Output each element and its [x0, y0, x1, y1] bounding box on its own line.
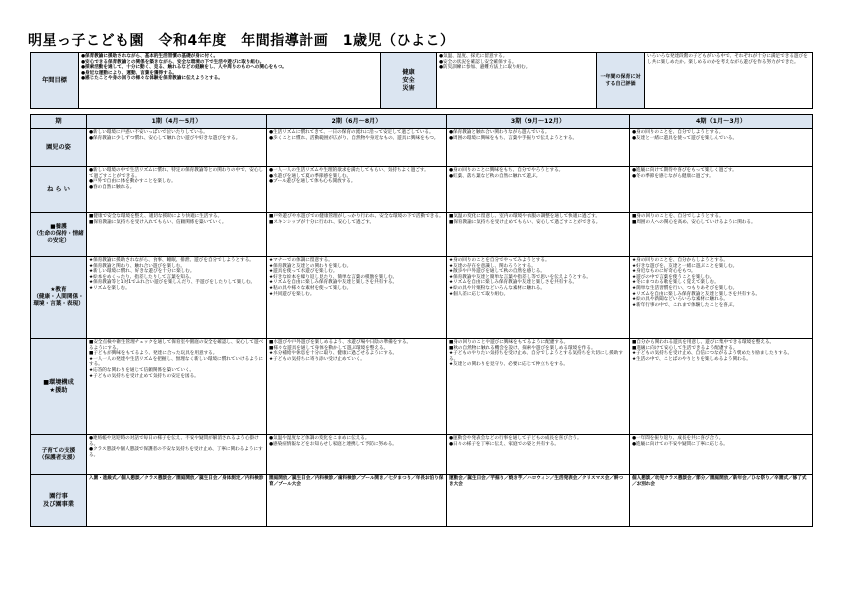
quarterly-plan-table	[30, 114, 813, 527]
evaluation-label: 一年間の保育に対する自己評価	[597, 53, 645, 109]
health-label: 健康 安全 災害	[381, 53, 437, 109]
row-label: 子育ての支援 （保護者支援）	[31, 435, 87, 475]
q3-header: 3期（9月〜12月）	[447, 115, 630, 129]
cell-q4: ★身の回りのことを、自分からしようとする。 ★好きな遊びを、友達と一緒に遊ぶことを楽しむ。 ★身近なものに好奇心をもつ。 ★遊びの中で言葉を使うことを楽しむ。 ★冬にまつわる歌を楽しく覚えて楽しむ。 ★簡単な生活習慣を行い、つもりあそびを楽しむ。 ★リズムを自由に楽しみ保育教諭と友達と楽しさを共有する。 ★絵の具や新聞などいろいろな素材に触れる。 ★新年行事の中で、これまで体験したことを喜ぶ。	[630, 257, 813, 339]
q2-header: 2期（6月〜8月）	[267, 115, 447, 129]
health-item: ●気温、湿度、採光に留意する。	[439, 54, 508, 59]
cell-q3: ★身の回りのことを自分でやってみようとする。 ★友達の存在を意識し、関わろうとする。 ★散歩や戸外遊びを通して秋の自然を感じる。 ★保育教諭や友達と簡単な言葉や指差し等で思いを伝えようとする。 ★リズムを自由に楽しみ保育教諭や友達と楽しさを共有する。 ★絵の具や片栗粉などいろんな素材に触れる。 ★個人差に応じて取り組む。	[447, 257, 630, 339]
cell-q4: ●身の回りのことを、自分でしようとする。 ●友達と一緒に遊具を使って遊びを楽しんでいる。	[630, 129, 813, 167]
cell-q2: ■水遊びや戸外遊びを楽しめるよう、水遊び場や日陰の準備をする。 ■様々な遊具を通して身体を動かして遊ぶ環境を整える。 ★水分補給や休息を十分に取り、健康に過ごせるようにする。 ★子どもの気持ちに寄り添い受け止めていく。	[267, 339, 447, 435]
cell-q2: ★マナーでの体調に留意する。 ★保育教諭と友達との関わりを楽しむ。 ★遊具を使って水遊びを楽しむ。 ★好きな絵本を繰り返し見たり、簡単な言葉の模倣を楽しむ。 ★リズムを自由に楽しみ保育教諭や友達と楽しさを共有する。 ★粘の具や様々な素材を使って楽しむ。 ★共同遊びを楽しむ。	[267, 257, 447, 339]
cell-q1: ●新しい環境の中で生活リズムに慣れ、特定の保育教諭等との関わりの中で、安心して過ごすことができる。 ●戸外で自由に体を動かすことを楽しむ。 ●春の自然に触れる。	[87, 167, 267, 213]
evaluation-text: いろいろな発達段階の子どもがいる中で、それぞれが十分に満足できる遊びをし共に楽しめたか。楽しめるのかを考えながら遊びを作る努力ができた。	[645, 53, 813, 109]
q4-header: 4期（1月〜3月）	[630, 115, 813, 129]
cell-q1: ■安全点検や衛生管理チェックを通して保育室や園庭の安全を確認し、安心して遊べるようにする。 ■子どもが興味をもてるよう、発達に合った玩具を用意する。 ★一人一人の発達や生活リズムを把握し、無理なく新しい環境に慣れていけるようにする。 ★応答的な関わりを通じて信頼関係を築いていく。 ★子どもの気持ちを受け止めて気持ちの安定を図る。	[87, 339, 267, 435]
health-item: ●防災訓練に参加、避難方法上に取り組む。	[439, 65, 531, 71]
row-label: 園行事 及び園事業	[31, 475, 87, 527]
cell-q1: ●新しい環境に戸惑い不安いっぱいで泣いたりしている。 ●保育教諭に少しずつ慣れ、安心して触れ合い遊びや好きな遊びをする。	[87, 129, 267, 167]
table-row	[31, 435, 813, 475]
goal-item: ●保育教諭に援助されながら、基本的生活習慣の基礎が身に付く。	[81, 54, 219, 59]
cell-q4: ■身の回りのことを、自分でしようとする。 ■周囲の人への関心を高め、安心していけるように関わる。	[630, 213, 813, 257]
health-list	[437, 53, 597, 109]
period-header: 期	[31, 115, 87, 129]
row-label: ね ら い	[31, 167, 87, 213]
page-title: 明星っ子こども園 令和4年度 年間指導計画 1歳児（ひよこ）	[28, 33, 455, 49]
goal-item: ●探索活動を通して、十分に動く、見る、触れるなどの経験をし、人や周りのものへの関心をもつ。	[81, 65, 287, 71]
cell-q4: ■自分から関われる遊具を用意し、遊びに集中できる環境を整える。 ■進級に向けて安心して生活できるよう配慮する。 ★子どもの気持ちを受け止め、自信につながるよう褒めたり励ましたりする。 ★生活の中で、ことばのやりとりを楽しめるよう関わる。	[630, 339, 813, 435]
cell-q3: 運動会／誕生日会／芋掘り／焼き芋／ハロウィン／生活発表会／クリスマス会／餅つき大会	[447, 475, 630, 527]
table-row	[31, 129, 813, 167]
cell-q1: 入園・進級式／個人懇談／クラス懇談会／園庭開放／誕生日会／身体測定／内科検診	[87, 475, 267, 527]
cell-q4: ●一年間を振り返り、成長を共に喜び合う。 ●進級に向けての不安や疑問に丁寧に応じる。	[630, 435, 813, 475]
table-row	[31, 339, 813, 435]
cell-q2: ■戸外遊びや水遊びでの健康管理がしっかり行われ、安全な環境の下で活動できる。 ■スキンシップが十分に行われ、安心して過ごす。	[267, 213, 447, 257]
cell-q3: ●運動会や発表会などの行事を通して子どもの成長を喜び合う。 ●日々の様子を丁寧に伝え、家庭での姿と共有する。	[447, 435, 630, 475]
cell-q2: ●生活リズムに慣れてきて、一日の保育の流れに沿って安定して過ごしている。 ●歩くことに慣れ、活動範囲が広がり、自然物や身近なもの、遊具に興味をもつ。	[267, 129, 447, 167]
table-row	[31, 213, 813, 257]
row-label: ■養護 （生命の保持・情緒の安定）	[31, 213, 87, 257]
table-row	[31, 475, 813, 527]
cell-q3: ●保育教諭と触れ合い関わりながら遊んでいる。 ●周囲の環境に興味をもち、言葉や手振りで伝えようとする。	[447, 129, 630, 167]
row-label: ★教育 （健康・人間関係・環境・言葉・表現）	[31, 257, 87, 339]
goal-item: ●感じたことや身の回りの様々な体験を保育教諭に伝えようとする。	[81, 76, 223, 82]
row-label: ■環境構成 ★援助	[31, 339, 87, 435]
table-row	[31, 167, 813, 213]
goal-item: ●安心できる保育教諭との関係を築きながら、安全な環境の下で生活や遊びに取り組む。	[81, 59, 265, 65]
q1-header: 1期（4月〜5月）	[87, 115, 267, 129]
table-row	[31, 257, 813, 339]
goal-list	[79, 53, 381, 109]
annual-goals-table	[30, 52, 813, 109]
cell-q2: 園庭開放／誕生日会／内科検診／歯科検診／プール開き／七夕まつり／年長お泊り保育／プール大会	[267, 475, 447, 527]
cell-q1: ■健康で安全な環境を整え、適切な援助により快適に生活する。 ■保育教諭に気持ちを受け入れてもらい、信頼関係を築いていく。	[87, 213, 267, 257]
cell-q4: ●進級に向けて期待や喜びをもって楽しく過ごす。 ●冬の季節を感じながら健康に過ごす。	[630, 167, 813, 213]
row-label: 園児の姿	[31, 129, 87, 167]
cell-q3: ●身の回りのことに興味をもち、自分でやろうとする。 ●紅葉、落ち葉など秋の自然に触れて遊ぶ。	[447, 167, 630, 213]
goal-item: ●身近な運動により、運動、言葉を獲得する。	[81, 70, 177, 76]
cell-q2: ●一人一人の生活リズムや生理的欲求を満たしてもらい、気持ちよく過ごす。 ●水遊びを通して夏の季節感を楽しむ。 ●プール遊びを通して体も心も開放する。	[267, 167, 447, 213]
goal-label: 年間目標	[31, 53, 79, 109]
cell-q1: ★保育教諭に援助されながら、食事、睡眠、排泄、遊びを自分でしようとする。 ★保育教諭と関わり、触れ合い遊びを楽しむ。 ★新しい環境に慣れ、好きな遊びを十分に楽しむ。 ★絵本をめくったり、指差したりして言葉を知る。 ★保育教諭等と1対1でふれ合い遊びを楽しんだり、手遊びをしたりして楽しむ。 ★リズムを楽しむ。	[87, 257, 267, 339]
cell-q2: ●気温や湿度など体調の変化をこまめに伝える。 ●感染症情報などをお知らせし家庭と連携して予防に努める。	[267, 435, 447, 475]
cell-q3: ■気温の変化に留意し、室内の環境や衣服の調整を通して快適に過ごす。 ■保育教諭に気持ちを受け止めてもらい、安心して過ごすことができる。	[447, 213, 630, 257]
health-item: ●安全の状況を確認し安全確保する。	[439, 59, 517, 65]
cell-q1: ●連絡帳や送迎時の対話で毎日の様子を伝え、不安や疑問が解消されるよう心掛ける。 ●クラス懇談や個人懇談で保護者の不安な気持ちを受け止め、丁寧に関わるようにする。	[87, 435, 267, 475]
cell-q4: 個人懇談／幼児クラス懇談会／節分／園庭開放／新年会／ひな祭り／卒園式／修了式／お別れ会	[630, 475, 813, 527]
cell-q3: ■身の回りのことや遊びに興味をもてるように配慮する。 ■秋の自然物に触れる機会を設け、探索や遊びを楽しめる環境を作る。 ★子どものやりたい気持ちを受け止め、自分でしようとする気持ちを大切にし援助する。 ★友達との関わりを見守り、必要に応じて仲立ちをする。	[447, 339, 630, 435]
